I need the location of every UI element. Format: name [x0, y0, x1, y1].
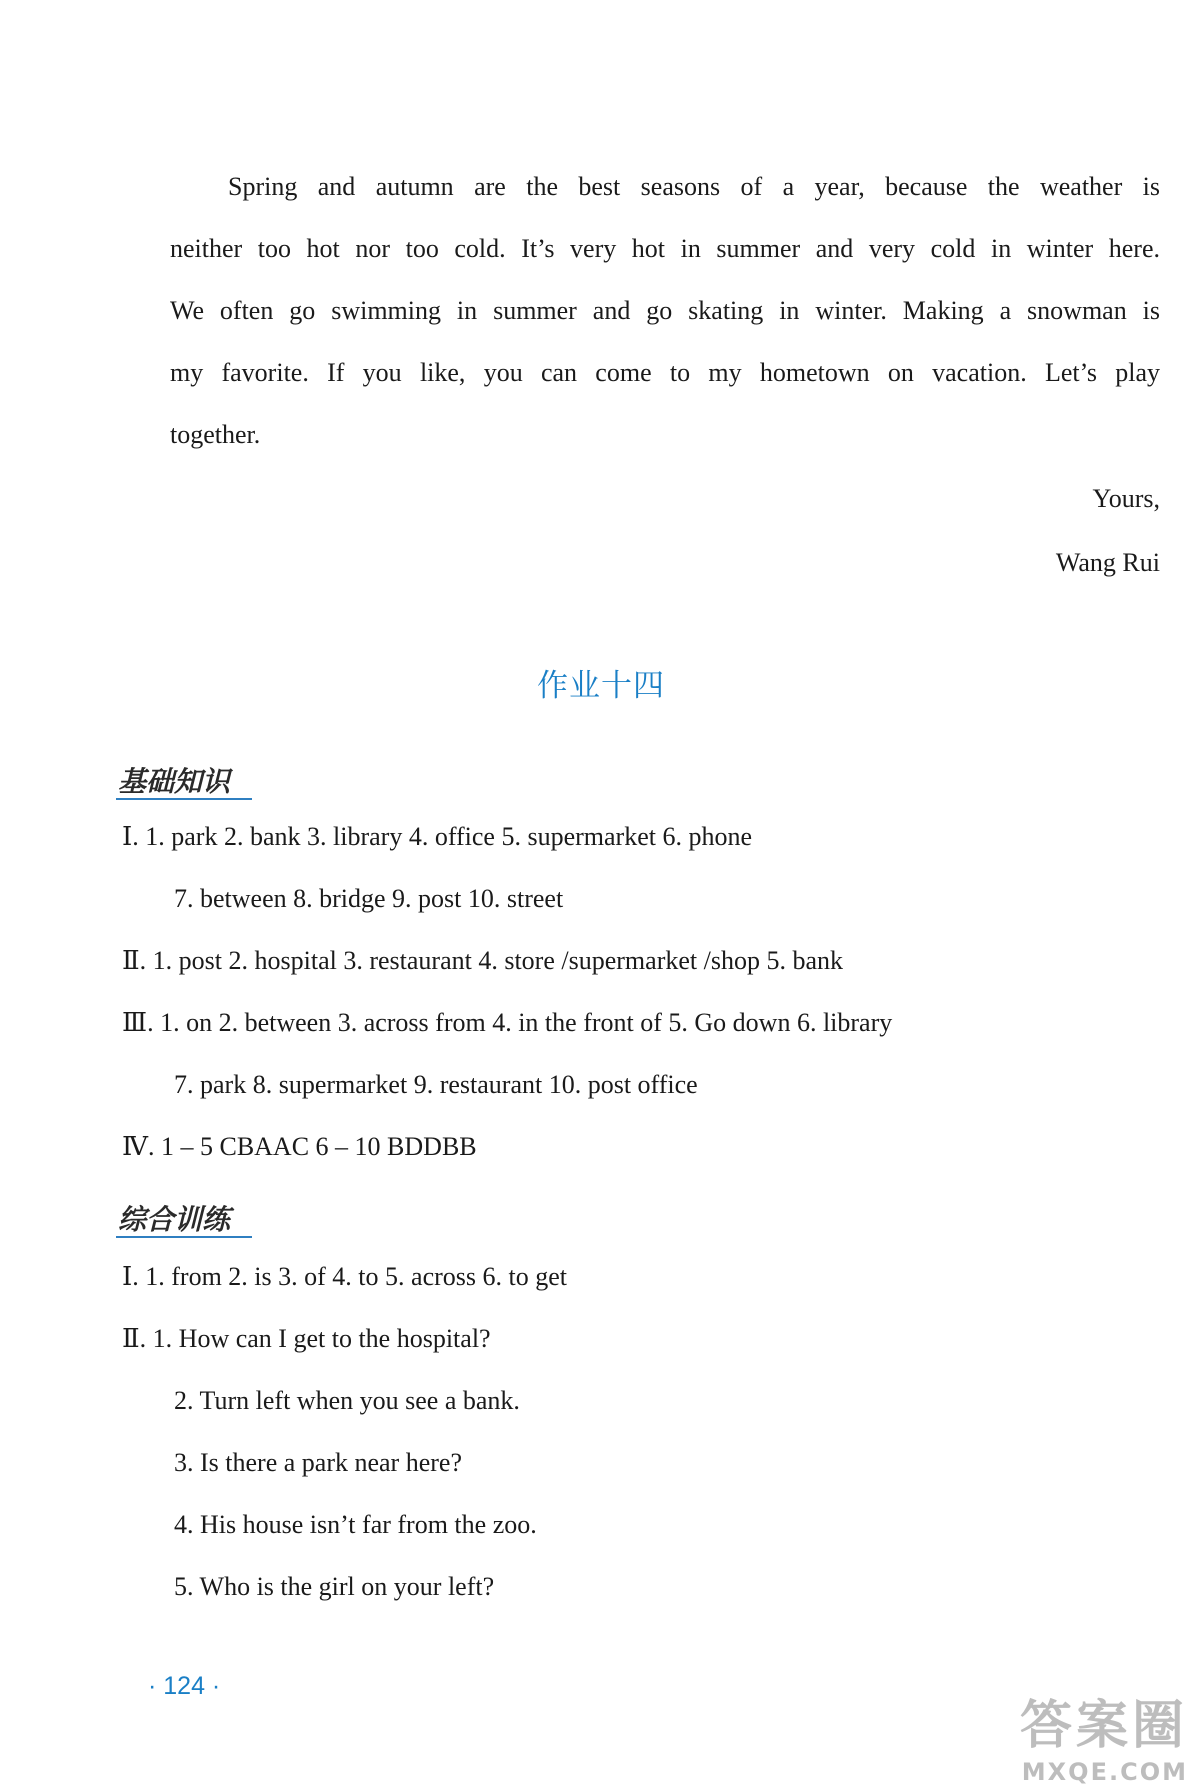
answer-row: 7. between 8. bridge 9. post 10. street — [174, 884, 564, 913]
watermark-bottom: MXQE.COM — [1021, 1758, 1188, 1786]
letter-line: Spring and autumn are the best seasons of a year, because the weather is — [228, 172, 1160, 201]
answer-row: Ⅱ. 1. post 2. hospital 3. restaurant 4. store /supermarket /shop 5. bank — [122, 946, 843, 975]
letter-signature: Wang Rui — [1055, 548, 1160, 577]
page-number: · 124 · — [148, 1672, 221, 1700]
letter-line: We often go swimming in summer and go skating in winter. Making a snowman is — [170, 296, 1160, 325]
letter-line: my favorite. If you like, you can come to my hometown on vacation. Let’s play — [170, 358, 1160, 387]
letter-line: neither too hot nor too cold. It’s very hot in summer and very cold in winter here. — [170, 234, 1160, 263]
section-label-comprehensive: 综合训练 — [118, 1203, 231, 1236]
answer-row: Ⅰ. 1. from 2. is 3. of 4. to 5. across 6. to get — [122, 1262, 567, 1291]
section-label-basics: 基础知识 — [118, 765, 231, 798]
answer-row: 3. Is there a park near here? — [174, 1448, 462, 1477]
answer-row: Ⅱ. 1. How can I get to the hospital? — [122, 1324, 491, 1353]
watermark-top: 答案圈 — [1019, 1696, 1188, 1756]
answer-row: Ⅰ. 1. park 2. bank 3. library 4. office 5. supermarket 6. phone — [122, 822, 753, 851]
answer-row: Ⅲ. 1. on 2. between 3. across from 4. in the front of 5. Go down 6. library — [122, 1008, 893, 1037]
answer-row: 4. His house isn’t far from the zoo. — [174, 1510, 537, 1539]
answer-row: 2. Turn left when you see a bank. — [174, 1386, 520, 1415]
assignment-heading: 作业十四 — [537, 668, 665, 704]
section-underline — [116, 1236, 252, 1238]
answer-row: Ⅳ. 1 – 5 CBAAC 6 – 10 BDDBB — [122, 1132, 477, 1161]
section-underline — [116, 798, 252, 800]
letter-line: together. — [170, 420, 261, 449]
answer-row: 5. Who is the girl on your left? — [174, 1572, 495, 1601]
answer-row: 7. park 8. supermarket 9. restaurant 10. post office — [174, 1070, 698, 1099]
letter-closing: Yours, — [1092, 484, 1160, 513]
watermark-logo — [1020, 1683, 1188, 1786]
